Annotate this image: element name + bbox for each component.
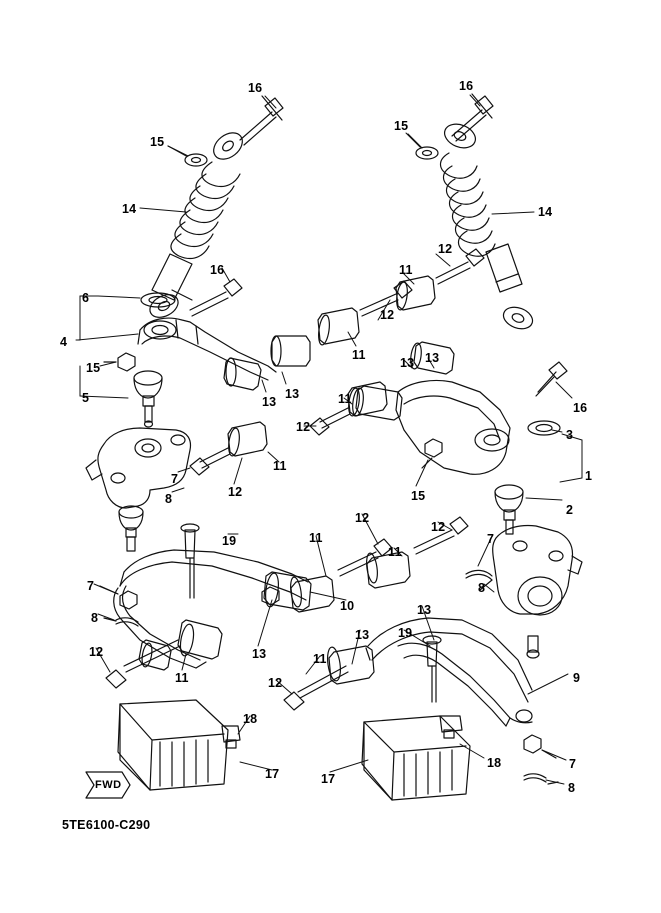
callout-number: 13 (285, 387, 300, 401)
callout-number: 11 (338, 392, 352, 406)
upper-arm-right (351, 342, 567, 534)
callout-number: 17 (321, 772, 336, 786)
callout-number: 19 (398, 626, 413, 640)
upper-arm-left (138, 293, 310, 390)
callout-number: 4 (60, 335, 68, 349)
callout-number: 11 (388, 545, 402, 559)
steering-knuckle-left (86, 428, 190, 626)
callout-number: 17 (265, 767, 280, 781)
callout-number: 13 (417, 603, 432, 617)
callout-number: 12 (89, 645, 104, 659)
callout-number: 19 (222, 534, 237, 548)
callout-number: 16 (459, 79, 474, 93)
callout-number: 13 (262, 395, 277, 409)
ball-joint-left-upper (104, 353, 162, 427)
callout-number: 8 (478, 581, 486, 595)
callout-number: 3 (566, 428, 574, 442)
callout-number: 7 (171, 472, 179, 486)
callout-number: 14 (538, 205, 553, 219)
callout-number: 7 (87, 579, 95, 593)
callout-number: 18 (487, 756, 502, 770)
skid-plate-right (362, 716, 470, 800)
callout-number: 11 (313, 652, 327, 666)
callout-number: 1 (585, 469, 593, 483)
callout-number: 12 (380, 308, 395, 322)
callout-number: 12 (296, 420, 311, 434)
lower-arm-right (284, 517, 532, 726)
callout-number: 11 (175, 671, 189, 685)
callout-number: 12 (438, 242, 453, 256)
fwd-label: FWD (95, 779, 122, 791)
steering-knuckle-right (466, 526, 582, 785)
callout-number: 12 (268, 676, 283, 690)
callout-number: 8 (165, 492, 173, 506)
callout-number: 15 (86, 361, 101, 375)
skid-plate-left (118, 700, 240, 790)
callout-number: 13 (425, 351, 440, 365)
callout-number: 9 (573, 671, 581, 685)
callout-number: 10 (340, 599, 355, 613)
callout-number: 2 (566, 503, 574, 517)
callout-number: 12 (355, 511, 370, 525)
callout-number: 13 (355, 628, 370, 642)
callout-number: 13 (252, 647, 267, 661)
callout-number: 12 (228, 485, 243, 499)
callout-number: 15 (394, 119, 409, 133)
callout-number: 15 (150, 135, 165, 149)
callout-number: 14 (122, 202, 137, 216)
callout-number: 16 (573, 401, 588, 415)
callout-number: 11 (352, 348, 366, 362)
shock-absorber-left (146, 96, 283, 322)
callout-number: 7 (569, 757, 577, 771)
callout-number: 11 (399, 263, 413, 277)
callout-number: 16 (210, 263, 225, 277)
callout-number: 13 (400, 356, 415, 370)
fwd-direction-badge (86, 772, 130, 798)
callout-number: 8 (91, 611, 99, 625)
callout-number: 8 (568, 781, 576, 795)
callout-number: 6 (82, 291, 90, 305)
callout-number: 15 (411, 489, 426, 503)
callout-number: 11 (309, 531, 323, 545)
callout-number: 18 (243, 712, 258, 726)
callout-number: 5 (82, 391, 90, 405)
part-number-code: 5TE6100-C290 (62, 818, 151, 832)
callout-number: 7 (487, 532, 495, 546)
callout-number: 12 (431, 520, 446, 534)
callout-number: 11 (273, 459, 287, 473)
lower-arm-left (106, 524, 311, 688)
callout-number: 16 (248, 81, 263, 95)
